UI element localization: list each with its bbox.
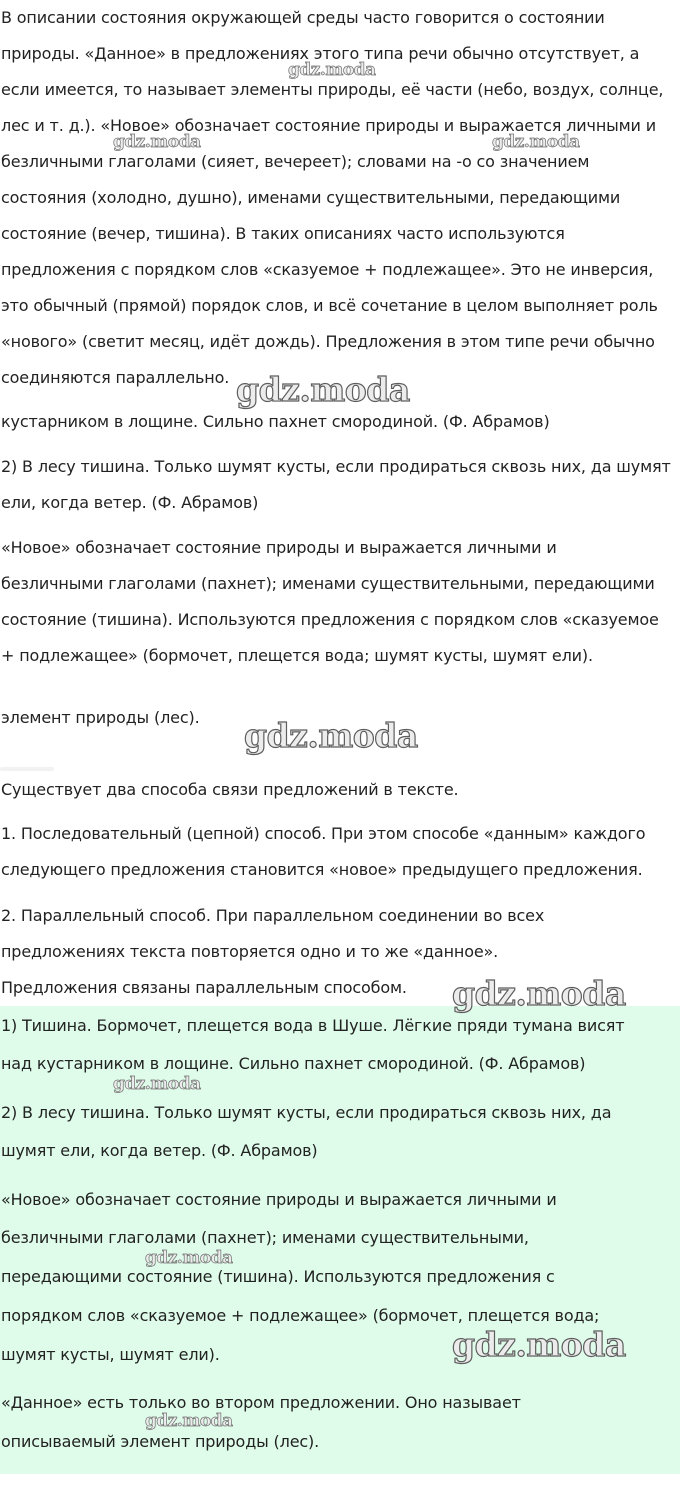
- text-line: «нового» (светит месяц, идёт дождь). Предложения в этом типе речи обычно: [1, 332, 655, 351]
- answer-line: «Новое» обозначает состояние природы и выражается личными и: [1, 1190, 557, 1209]
- answer-line: над кустарником в лощине. Сильно пахнет смородиной. (Ф. Абрамов): [1, 1054, 586, 1073]
- text-line: ели, когда ветер. (Ф. Абрамов): [1, 493, 259, 512]
- watermark: gdz.moda: [492, 132, 580, 152]
- text-line: элемент природы (лес).: [1, 708, 200, 727]
- answer-line: «Данное» есть только во втором предложении. Оно называет: [1, 1393, 521, 1412]
- text-line: Предложения связаны параллельным способом.: [1, 978, 407, 997]
- answer-line: 1) Тишина. Бормочет, плещется вода в Шуше. Лёгкие пряди тумана висят: [1, 1016, 625, 1035]
- watermark: gdz.moda: [288, 60, 376, 80]
- text-line: 2. Параллельный способ. При параллельном соединении во всех: [1, 906, 545, 925]
- answer-line: шумят ели, когда ветер. (Ф. Абрамов): [1, 1141, 318, 1160]
- text-line: «Новое» обозначает состояние природы и выражается личными и: [1, 538, 557, 557]
- text-line: + подлежащее» (бормочет, плещется вода; шумят кусты, шумят ели).: [1, 646, 593, 665]
- text-line: безличными глаголами (пахнет); именами существительными, передающими: [1, 574, 655, 593]
- text-line: 1. Последовательный (цепной) способ. При этом способе «данным» каждого: [1, 824, 646, 843]
- text-line: предложениях текста повторяется одно и то же «данное».: [1, 942, 499, 961]
- answer-line: описываемый элемент природы (лес).: [1, 1432, 320, 1451]
- answer-line: передающими состояние (тишина). Используются предложения с: [1, 1267, 555, 1286]
- watermark: gdz.moda: [452, 1325, 626, 1364]
- answer-line: порядком слов «сказуемое + подлежащее» (бормочет, плещется вода;: [1, 1306, 600, 1325]
- answer-line: безличными глаголами (пахнет); именами существительными,: [1, 1228, 529, 1247]
- text-line: Существует два способа связи предложений в тексте.: [1, 780, 459, 799]
- text-line: состояние (тишина). Используются предложения с порядком слов «сказуемое: [1, 610, 659, 629]
- text-line: это обычный (прямой) порядок слов, и всё сочетание в целом выполняет роль: [1, 296, 658, 315]
- text-line: природы. «Данное» в предложениях этого типа речи обычно отсутствует, а: [1, 44, 640, 63]
- text-line: если имеется, то называет элементы природы, её части (небо, воздух, солнце,: [1, 80, 664, 99]
- watermark: gdz.moda: [113, 132, 201, 152]
- text-line: состояния (холодно, душно), именами существительными, передающими: [1, 188, 621, 207]
- watermark: gdz.moda: [452, 974, 626, 1013]
- text-line: следующего предложения становится «новое» предыдущего предложения.: [1, 860, 643, 879]
- watermark: gdz.moda: [145, 1411, 233, 1431]
- answer-line: шумят кусты, шумят ели).: [1, 1345, 220, 1364]
- text-line: безличными глаголами (сияет, вечереет); словами на -о со значением: [1, 152, 590, 171]
- watermark: gdz.moda: [145, 1248, 233, 1268]
- watermark: gdz.moda: [244, 716, 418, 755]
- text-line: лес и т. д.). «Новое» обозначает состояние природы и выражается личными и: [1, 116, 656, 135]
- text-line: предложения с порядком слов «сказуемое + подлежащее». Это не инверсия,: [1, 260, 654, 279]
- text-line: кустарником в лощине. Сильно пахнет смородиной. (Ф. Абрамов): [1, 412, 550, 431]
- text-line: 2) В лесу тишина. Только шумят кусты, если продираться сквозь них, да шумят: [1, 457, 671, 476]
- watermark: gdz.moda: [236, 370, 410, 409]
- text-line: состояние (вечер, тишина). В таких описаниях часто используются: [1, 224, 565, 243]
- divider: [0, 767, 54, 771]
- watermark: gdz.moda: [113, 1074, 201, 1094]
- text-line: В описании состояния окружающей среды часто говорится о состоянии: [1, 8, 605, 27]
- answer-line: 2) В лесу тишина. Только шумят кусты, если продираться сквозь них, да: [1, 1103, 612, 1122]
- text-line: соединяются параллельно.: [1, 368, 230, 387]
